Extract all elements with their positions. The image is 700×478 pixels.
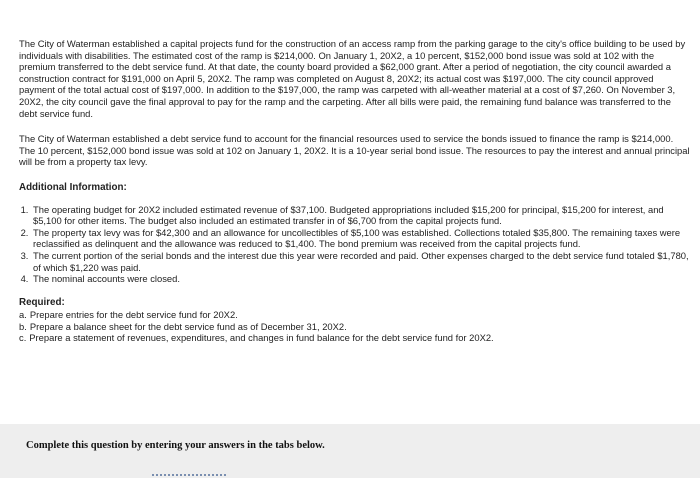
- answer-tabs-panel: [0, 424, 700, 478]
- additional-item-3: 3. The current portion of the serial bonds and the interest due this year were recorded and paid. Other expenses charged to the debt service fund totaled $1,780, of which $1,220 was paid.: [31, 250, 691, 273]
- problem-text: [19, 38, 691, 344]
- required-text: Prepare a balance sheet for the debt service fund as of December 31, 20X2.: [29, 320, 347, 332]
- tab-indicator[interactable]: [152, 474, 226, 476]
- required-list: [19, 309, 691, 344]
- capital-projects-paragraph: The City of Waterman established a capital projects fund for the construction of an access ramp from the parking garage to the city's office building to be used by individuals with disabilities. The estimated cost of the ramp is $214,000. On January 1, 20X2, a 10 percent, $152,000 bond issue was sold at 102 with the premium transferred to the debt service fund. At that date, the county board provided a $62,000 grant. After a period of negotiation, the city council awarded a construction contract for $191,000 on April 5, 20X2. The ramp was completed on August 8, 20X2; its actual cost was $197,000. The city council approved payment of the total actual cost of $197,000. In addition to the $197,000, the ramp was carpeted with all-weather material at a cost of $7,260. On November 3, 20X2, the city council gave the final approval to pay for the ramp and the carpeting. After all bills were paid, the remaining fund balance was transferred to the debt service fund.: [19, 38, 686, 119]
- required-item-c: [19, 332, 691, 344]
- additional-item-4: 4. The nominal accounts were closed.: [31, 273, 691, 285]
- required-letter: a.: [19, 309, 27, 321]
- required-heading: Required:: [19, 296, 65, 308]
- additional-information-heading: Additional Information:: [19, 181, 127, 193]
- required-item-b: [19, 321, 691, 333]
- additional-item-2: 2. The property tax levy was for $42,300 and an allowance for uncollectibles of $5,100 was established. Collections totaled $35,800. The remaining taxes were reclassified as delinquent and the allowance was reduced to $1,400. The bond premium was received from the capital projects fund.: [31, 227, 691, 250]
- tab-instruction: Complete this question by entering your answers in the tabs below.: [26, 440, 325, 451]
- required-text: Prepare a statement of revenues, expenditures, and changes in fund balance for the debt service fund for 20X2.: [29, 332, 494, 344]
- additional-information-list: [19, 204, 691, 285]
- required-text: Prepare entries for the debt service fund for 20X2.: [29, 309, 238, 321]
- required-letter: c.: [19, 332, 27, 344]
- required-letter: b.: [19, 320, 27, 332]
- additional-item-1: 1. The operating budget for 20X2 included estimated revenue of $37,100. Budgeted appropriations included $15,200 for principal, $15,200 for interest, and $5,100 for other items. The budget also included an estimated transfer in of $6,700 from the capital projects fund.: [31, 204, 691, 227]
- required-item-a: [19, 309, 691, 321]
- debt-service-paragraph: The City of Waterman established a debt service fund to account for the financial resources used to service the bonds issued to finance the ramp is $214,000. The 10 percent, $152,000 bond issue was sold at 102 on January 1, 20X2. It is a 10-year serial bond issue. The resources to pay the interest and annual principal will be from a property tax levy.: [19, 133, 690, 168]
